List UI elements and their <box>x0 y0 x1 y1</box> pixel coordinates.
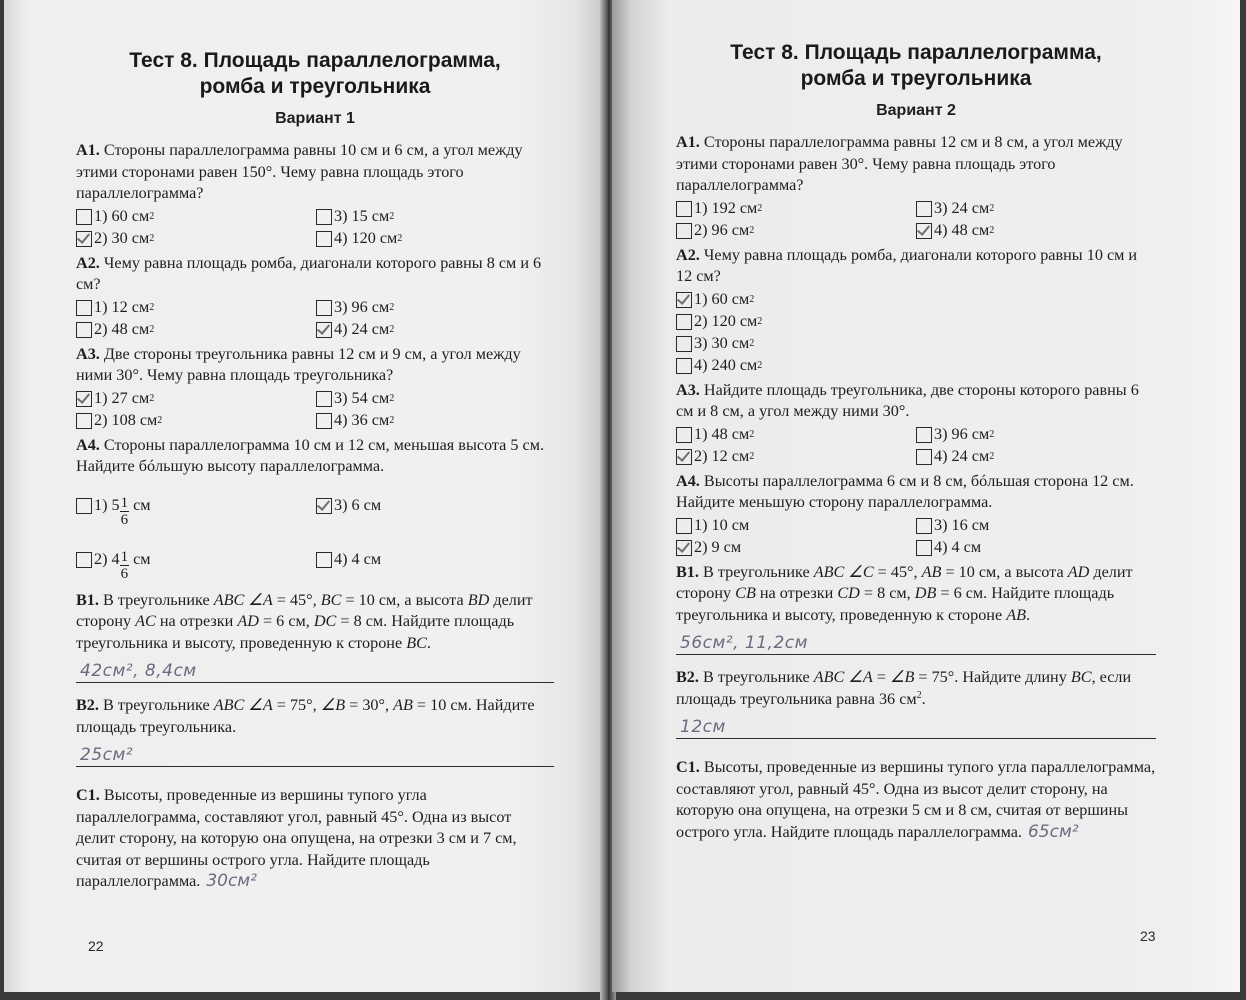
text: = 75°. Найдите длину <box>914 668 1071 686</box>
checkbox[interactable] <box>916 427 932 443</box>
math: ABC ∠C <box>813 562 874 581</box>
text: . <box>921 689 926 708</box>
option[interactable]: 3) 96 см 2 <box>316 297 556 319</box>
math: AB <box>921 562 942 581</box>
question-a4 <box>76 435 554 478</box>
question-b1 <box>76 590 554 655</box>
unit: см <box>133 495 151 514</box>
option[interactable]: 2) 96 см 2 <box>676 220 916 242</box>
option[interactable] <box>76 533 316 587</box>
math: BD <box>467 590 490 609</box>
text: на отрезки <box>755 584 838 602</box>
option-label: 1) 12 см <box>94 297 150 316</box>
option[interactable] <box>916 515 1156 537</box>
checkbox[interactable] <box>676 518 692 534</box>
options-a1 <box>76 206 554 250</box>
page-left <box>4 0 604 992</box>
option[interactable]: 1) 12 см 2 <box>76 297 316 319</box>
options-a2 <box>676 289 1156 377</box>
option-label: 3) 6 см <box>334 495 382 514</box>
option-label: 1) 192 см <box>694 198 758 217</box>
variant-2-content <box>676 40 1156 843</box>
checkbox[interactable] <box>76 498 92 514</box>
option[interactable]: 3) 96 см 2 <box>916 424 1156 446</box>
options-a2 <box>76 297 554 341</box>
title-line-1: Тест 8. Площадь параллелограмма, <box>730 41 1102 64</box>
text: = 8 см. Найдите площадь треугольника и высоту, проведенную к стороне <box>76 612 515 652</box>
text: = 75°, <box>272 696 321 714</box>
handwritten-answer: 56см², 11,2см <box>680 633 808 653</box>
option-label: 4) 48 см <box>934 220 990 239</box>
option-label: 1) 5 <box>94 495 120 514</box>
checkbox[interactable] <box>316 552 332 568</box>
option-label: 4) 36 см <box>334 410 390 429</box>
fraction <box>120 549 130 582</box>
text: = 10 см. Найдите площадь треугольника. <box>76 696 535 736</box>
math: BC <box>406 633 427 652</box>
text: = 45°, <box>873 562 922 581</box>
answer-field-b2[interactable] <box>676 712 1156 739</box>
option[interactable]: 3) 30 см 2 <box>676 333 916 355</box>
question-b2 <box>676 667 1156 710</box>
checkbox-checked[interactable] <box>76 391 92 407</box>
option[interactable]: 1) 27 см 2 <box>76 388 316 410</box>
option[interactable]: 4) 36 см 2 <box>316 410 556 432</box>
option-label: 4) 120 см <box>334 228 398 247</box>
question-text: Чему равна площадь ромба, диагонали которого равны 10 см и 12 см? <box>676 245 1138 285</box>
question-text: Стороны параллелограмма равны 10 см и 6 см, а угол между этими сторонами равен 150°. Чему равна площадь этого параллелограмма? <box>76 141 523 202</box>
question-text: Две стороны треугольника равны 12 см и 9 см, а угол между ними 30°. Чему равна площадь треугольника? <box>76 344 521 384</box>
checkbox[interactable] <box>676 201 692 217</box>
title-line-2: ромба и треугольника <box>800 67 1032 90</box>
text: В треугольнике <box>703 562 814 581</box>
math: BC <box>1070 668 1092 686</box>
options-a1 <box>676 198 1156 242</box>
question-number: В1. <box>76 590 99 609</box>
option[interactable] <box>76 479 316 533</box>
text: делит сторону <box>676 562 1133 602</box>
option[interactable]: 2) 30 см 2 <box>76 228 316 250</box>
question-c1 <box>676 757 1156 843</box>
math: CB <box>735 584 756 602</box>
math: DB <box>914 584 937 602</box>
math: CD <box>837 584 860 602</box>
handwritten-answer: 12см <box>680 717 726 737</box>
checkbox[interactable] <box>676 223 692 239</box>
option-label: 4) 24 см <box>334 319 390 338</box>
question-number: А2. <box>76 253 100 272</box>
fraction-numerator: 1 <box>120 549 129 565</box>
checkbox[interactable] <box>676 336 692 352</box>
fraction <box>120 495 130 528</box>
option-label: 4) 4 см <box>334 549 382 568</box>
checkbox[interactable] <box>76 300 92 316</box>
text: В треугольнике <box>703 668 814 686</box>
option[interactable] <box>316 533 556 587</box>
text: на отрезки <box>155 612 238 630</box>
checkbox-checked[interactable] <box>676 449 692 465</box>
question-number: А3. <box>676 380 700 399</box>
option[interactable]: 1) 60 см 2 <box>676 289 916 311</box>
option-label: 2) 108 см <box>94 410 158 429</box>
checkbox[interactable] <box>916 201 932 217</box>
option-label: 3) 96 см <box>934 424 990 443</box>
handwritten-answer: 42см², 8,4см <box>80 661 197 681</box>
option-label: 2) 9 см <box>694 537 742 556</box>
answer-field-b1[interactable] <box>676 628 1156 655</box>
fraction-denominator: 6 <box>120 566 129 582</box>
option-label: 1) 10 см <box>694 515 750 534</box>
text: , если площадь треугольника равна 36 см <box>676 668 1132 708</box>
option[interactable]: 4) 48 см 2 <box>916 220 1156 242</box>
math: AB <box>1006 605 1026 624</box>
text: = 30°, <box>345 696 394 714</box>
question-text: Стороны параллелограмма равны 12 см и 8 см, а угол между этими сторонами равен 30°. Чему равна площадь этого параллелограмма? <box>676 133 1123 194</box>
question-number: С1. <box>76 786 100 804</box>
question-number: А3. <box>76 344 100 363</box>
option-label: 2) 48 см <box>94 319 150 338</box>
question-number: В2. <box>76 696 99 714</box>
checkbox[interactable] <box>316 391 332 407</box>
checkbox[interactable] <box>316 209 332 225</box>
checkbox-checked[interactable] <box>676 540 692 556</box>
handwritten-answer: 25см² <box>80 745 134 765</box>
option[interactable]: 2) 108 см 2 <box>76 410 316 432</box>
page-right <box>612 0 1240 992</box>
checkbox[interactable] <box>676 314 692 330</box>
question-number: А2. <box>676 245 700 264</box>
option[interactable]: 2) 48 см 2 <box>76 319 316 341</box>
text: = <box>872 668 890 686</box>
question-number: В2. <box>676 668 699 686</box>
checkbox[interactable] <box>916 540 932 556</box>
question-c1 <box>76 785 554 893</box>
options-a3 <box>676 424 1156 468</box>
math: AD <box>1067 562 1090 581</box>
option[interactable] <box>916 537 1156 559</box>
question-number: А1. <box>76 141 100 159</box>
checkbox[interactable] <box>676 358 692 374</box>
checkbox[interactable] <box>76 413 92 429</box>
question-number: А4. <box>76 435 100 454</box>
question-number: С1. <box>676 758 700 776</box>
option-label: 1) 60 см <box>694 289 750 308</box>
option[interactable]: 4) 24 см 2 <box>316 319 556 341</box>
text: . <box>1025 605 1031 624</box>
option[interactable]: 4) 120 см 2 <box>316 228 556 250</box>
option-label: 1) 48 см <box>694 424 750 443</box>
question-text: Высоты параллелограмма 6 см и 8 см, бóльшая сторона 12 см. Найдите меньшую сторону параллелограмма. <box>676 471 1134 511</box>
option-label: 3) 15 см <box>334 206 390 225</box>
question-b1 <box>676 562 1156 627</box>
checkbox-checked[interactable] <box>676 292 692 308</box>
option-label: 4) 240 см <box>694 355 758 374</box>
option-label: 2) 4 <box>94 549 120 568</box>
option[interactable]: 3) 54 см 2 <box>316 388 556 410</box>
question-b2 <box>76 695 554 738</box>
question-number: А4. <box>676 471 700 490</box>
superscript: 2 <box>916 689 922 701</box>
unit: см <box>133 549 151 568</box>
math: ABC ∠A <box>813 668 873 686</box>
checkbox[interactable] <box>916 518 932 534</box>
option[interactable] <box>676 537 916 559</box>
option-label: 4) 4 см <box>934 537 982 556</box>
question-number: А1. <box>676 133 700 151</box>
checkbox[interactable] <box>76 209 92 225</box>
checkbox-checked[interactable] <box>316 498 332 514</box>
checkbox-checked[interactable] <box>76 231 92 247</box>
option-label: 2) 30 см <box>94 228 150 247</box>
option-label: 1) 60 см <box>94 206 150 225</box>
page-number: 22 <box>88 938 104 954</box>
option[interactable]: 3) 24 см 2 <box>916 198 1156 220</box>
option[interactable]: 4) 24 см 2 <box>916 446 1156 468</box>
text: = 6 см, <box>258 612 314 630</box>
question-a4 <box>676 471 1156 514</box>
option-label: 2) 120 см <box>694 311 758 330</box>
question-a1 <box>76 140 554 205</box>
option[interactable]: 2) 12 см 2 <box>676 446 916 468</box>
math: BC <box>320 590 342 609</box>
question-number: В1. <box>676 562 699 581</box>
math: ABC ∠A <box>213 590 273 609</box>
option-label: 4) 24 см <box>934 446 990 465</box>
title-line-2: ромба и треугольника <box>199 75 431 98</box>
text: = 6 см. Найдите площадь треугольника и высоту, проведенную к стороне <box>676 584 1115 624</box>
variant-heading: Вариант 1 <box>275 110 355 127</box>
option[interactable] <box>676 515 916 537</box>
option[interactable]: 3) 15 см 2 <box>316 206 556 228</box>
math: AB <box>393 696 413 714</box>
text: = 10 см, а высота <box>941 562 1068 581</box>
options-a4 <box>676 515 1156 559</box>
question-a1 <box>676 132 1156 197</box>
test-title <box>676 40 1156 92</box>
checkbox[interactable] <box>916 449 932 465</box>
text: делит сторону <box>76 590 533 630</box>
answer-field-b1[interactable] <box>76 656 554 683</box>
text: . <box>426 633 431 652</box>
text: В треугольнике <box>103 696 214 714</box>
question-text: Стороны параллелограмма 10 см и 12 см, меньшая высота 5 см. Найдите бóльшую высоту параллелограмма. <box>76 435 545 475</box>
option-label: 3) 16 см <box>934 515 990 534</box>
option-label: 2) 96 см <box>694 220 750 239</box>
checkbox[interactable] <box>76 322 92 338</box>
checkbox[interactable] <box>316 231 332 247</box>
answer-field-b2[interactable] <box>76 740 554 767</box>
option-label: 3) 24 см <box>934 198 990 217</box>
text: = 45°, <box>272 590 321 609</box>
checkbox-checked[interactable] <box>316 322 332 338</box>
math: AC <box>135 612 156 630</box>
math: ABC ∠A <box>213 696 273 714</box>
options-a3 <box>76 388 554 432</box>
question-text: Высоты, проведенные из вершины тупого угла параллелограмма, составляют угол, равный 45°. Одна из высот делит сторону, на которую она опущена, на отрезки 5 см и 8 см, считая от вершины острого угла. Найдите площадь параллелограмма. <box>676 758 1156 841</box>
fraction-numerator: 1 <box>120 495 129 511</box>
math: DC <box>313 612 337 630</box>
question-text: Чему равна площадь ромба, диагонали которого равны 8 см и 6 см? <box>76 253 542 293</box>
question-text: Высоты, проведенные из вершины тупого угла параллелограмма, составляют угол, равный 45°. Одна из высот делит сторону, на которую она опущена, на отрезки 3 см и 7 см, считая от вершины острого угла. Найдите площадь параллелограмма. <box>76 786 517 890</box>
variant-1-content <box>76 48 554 893</box>
question-a3 <box>676 380 1156 423</box>
title-line-1: Тест 8. Площадь параллелограмма, <box>129 49 501 72</box>
option-label: 2) 12 см <box>694 446 750 465</box>
text: = 10 см, а высота <box>341 590 468 609</box>
question-a2 <box>76 253 554 296</box>
checkbox[interactable] <box>76 552 92 568</box>
question-a2 <box>676 245 1156 288</box>
option[interactable]: 4) 240 см 2 <box>676 355 916 377</box>
checkbox-checked[interactable] <box>916 223 932 239</box>
option[interactable] <box>316 479 556 533</box>
variant-heading: Вариант 2 <box>876 102 956 119</box>
handwritten-answer: 30см² <box>206 871 257 891</box>
page-number: 23 <box>1140 928 1156 944</box>
question-a3 <box>76 344 554 387</box>
fraction-denominator: 6 <box>120 512 129 528</box>
option[interactable]: 1) 48 см 2 <box>676 424 916 446</box>
text: = 8 см, <box>859 584 915 602</box>
question-text: Найдите площадь треугольника, две стороны которого равны 6 см и 8 см, а угол между ними 30°. <box>676 380 1139 420</box>
math: ∠B <box>320 696 346 714</box>
option[interactable]: 2) 120 см 2 <box>676 311 916 333</box>
math: ∠B <box>889 668 915 686</box>
option[interactable]: 1) 60 см 2 <box>76 206 316 228</box>
checkbox[interactable] <box>316 300 332 316</box>
option[interactable]: 1) 192 см 2 <box>676 198 916 220</box>
handwritten-answer: 65см² <box>1027 821 1079 842</box>
option-label: 3) 30 см <box>694 333 750 352</box>
math: AD <box>237 612 259 630</box>
option-label: 1) 27 см <box>94 388 150 407</box>
option-label: 3) 96 см <box>334 297 390 316</box>
text: В треугольнике <box>103 590 214 609</box>
option-label: 3) 54 см <box>334 388 390 407</box>
checkbox[interactable] <box>316 413 332 429</box>
options-a4 <box>76 479 554 587</box>
test-title <box>76 48 554 100</box>
checkbox[interactable] <box>676 427 692 443</box>
